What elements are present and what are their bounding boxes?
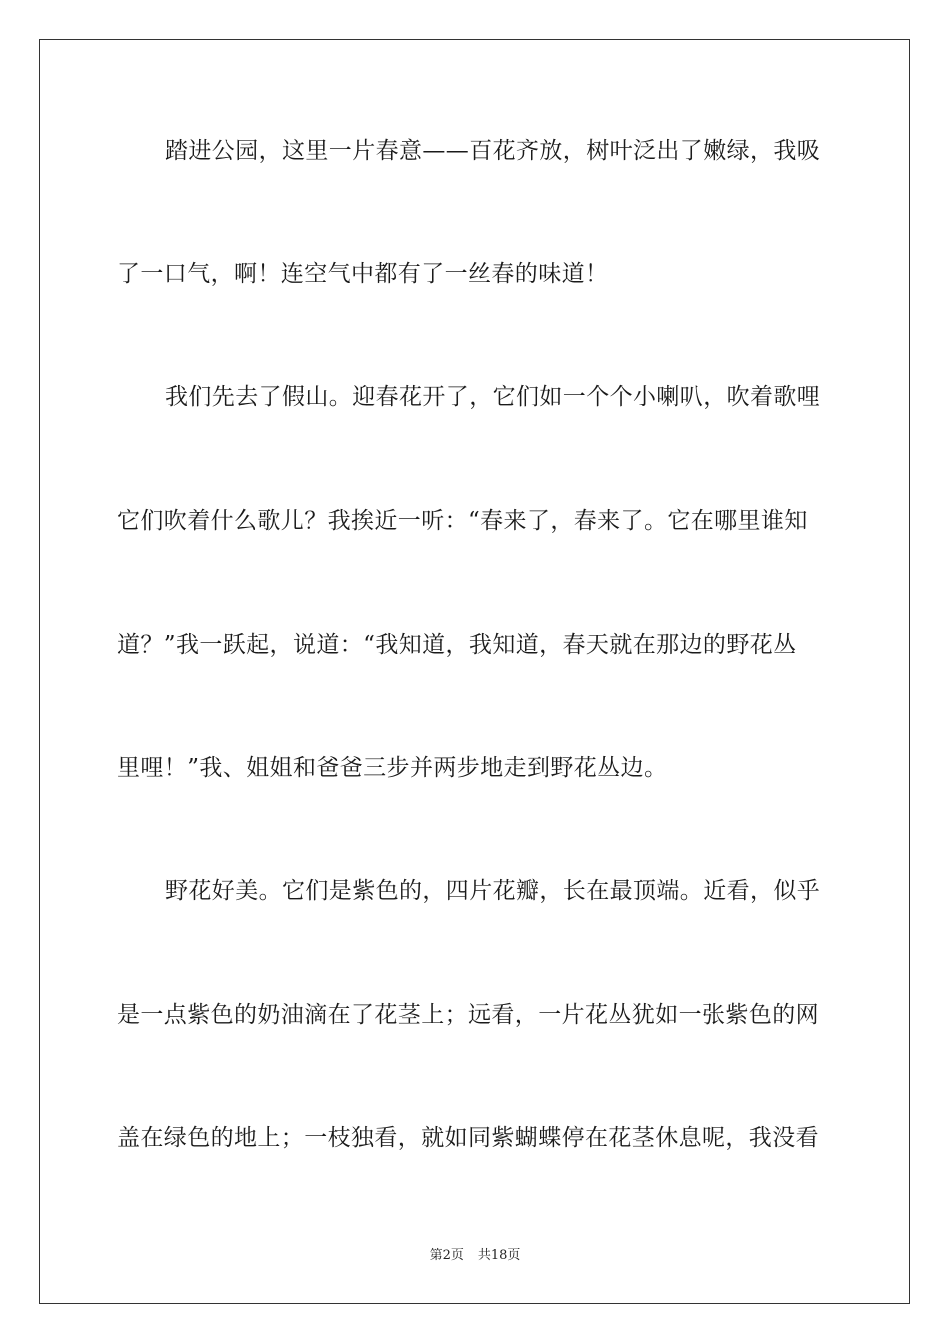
page-number: 第2页 [429,1248,464,1263]
text-line: 盖在绿色的地上；一枝独看，就如同紫蝴蝶停在花茎休息呢，我没看 [117,1125,819,1151]
page-border [39,39,910,1304]
text-line: 了一口气，啊！连空气中都有了一丝春的味道！ [117,261,609,287]
text-line: 野花好美。它们是紫色的，四片花瓣，长在最顶端。近看，似乎 [165,878,821,904]
text-line: 我们先去了假山。迎春花开了，它们如一个个小喇叭，吹着歌哩 [165,384,821,410]
text-line: 道？”我一跃起，说道：“我知道，我知道，春天就在那边的野花丛 [117,632,797,658]
text-line: 踏进公园，这里一片春意——百花齐放，树叶泛出了嫩绿，我吸 [165,138,821,164]
page-total: 共18页 [477,1248,521,1263]
text-line: 里哩！”我、姐姐和爸爸三步并两步地走到野花丛边。 [117,755,668,781]
text-line: 是一点紫色的奶油滴在了花茎上；远看，一片花丛犹如一张紫色的网 [117,1002,819,1028]
page-footer [0,1248,950,1264]
text-line: 它们吹着什么歌儿？我挨近一听：“春来了，春来了。它在哪里谁知 [117,508,808,534]
